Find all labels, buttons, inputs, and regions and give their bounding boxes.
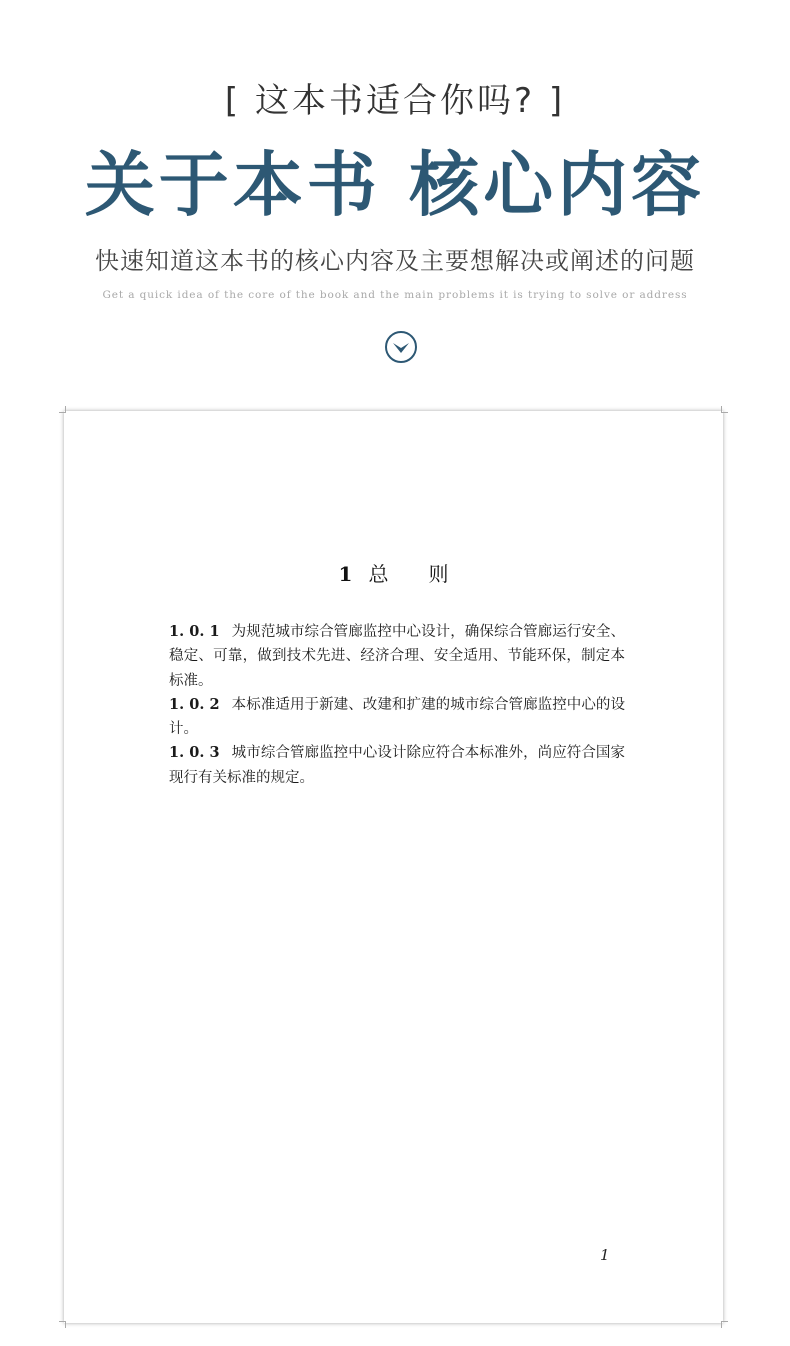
crop-mark-bottom-left <box>59 1321 66 1328</box>
chapter-heading <box>64 559 723 589</box>
clause-number: 1. 0. 2 <box>169 695 220 713</box>
clause-text: 城市综合管廊监控中心设计除应符合本标准外，尚应符合国家现行有关标准的规定。 <box>169 745 625 786</box>
subtitle-english: Get a quick idea of the core of the book and the main problems it is trying to solve or address <box>102 289 688 301</box>
subtitle-chinese: 快速知道这本书的核心内容及主要想解决或阐述的问题 <box>95 247 695 275</box>
clause-list <box>169 620 625 790</box>
promo-header <box>0 0 790 400</box>
clause-text: 为规范城市综合管廊监控中心设计，确保综合管廊运行安全、稳定、可靠，做到技术先进、经济合理、安全适用、节能环保，制定本标准。 <box>169 624 625 689</box>
clause-item <box>169 620 625 693</box>
page-title: 关于本书 核心内容 <box>84 143 706 226</box>
crop-mark-top-right <box>721 406 728 413</box>
clause-number: 1. 0. 1 <box>169 623 220 640</box>
document-page <box>64 411 723 1323</box>
page-number: 1 <box>600 1246 610 1264</box>
clause-number: 1. 0. 3 <box>169 744 220 762</box>
chevron-down-circle-icon <box>384 330 418 364</box>
crop-mark-bottom-right <box>721 1321 728 1328</box>
crop-mark-top-left <box>59 406 66 413</box>
kicker-text: [ 这本书适合你吗? ] <box>224 81 566 121</box>
clause-item <box>169 693 625 742</box>
clause-item <box>169 741 625 790</box>
clause-text: 本标准适用于新建、改建和扩建的城市综合管廊监控中心的设计。 <box>169 696 625 738</box>
chapter-number: 1 <box>338 562 353 586</box>
chapter-title: 总则 <box>368 562 489 586</box>
